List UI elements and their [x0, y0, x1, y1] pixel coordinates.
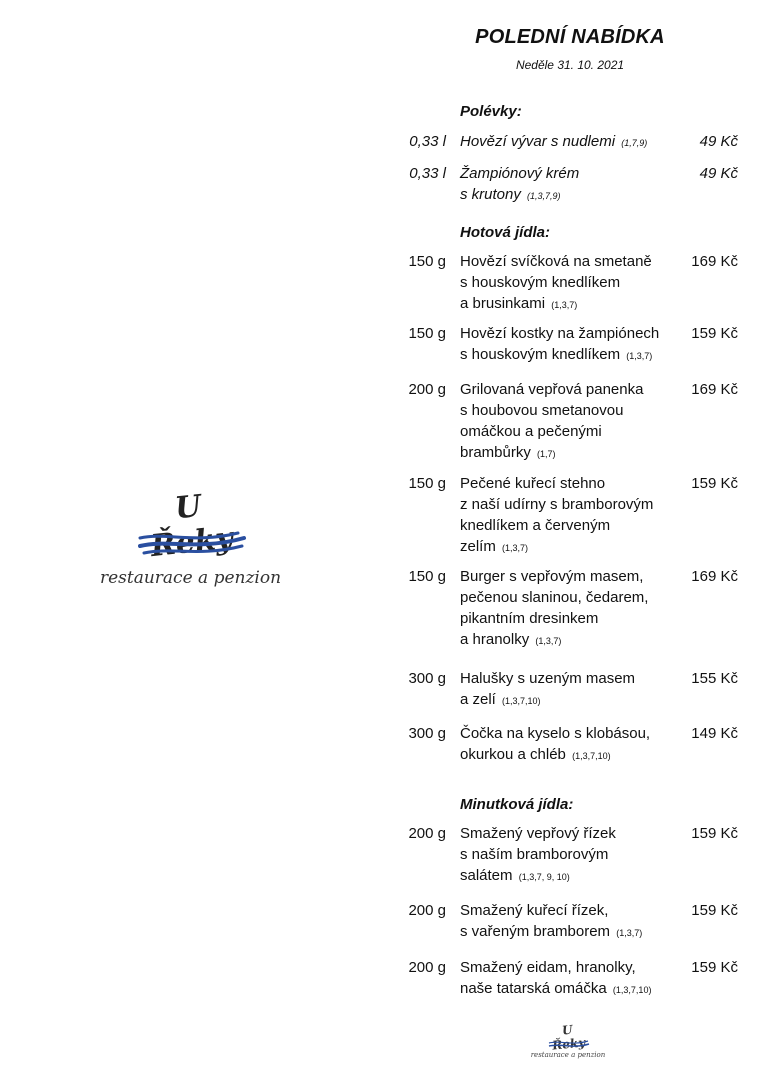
logo-brand-text: U Řeky: [149, 488, 235, 565]
logo-tagline: restaurace a penzion: [99, 568, 282, 588]
item-quantity: 150 g: [408, 475, 446, 492]
section-heading-soups: Polévky:: [460, 103, 522, 120]
item-name: Burger s vepřovým masem, pečenou slaninou, čedarem, pikantním dresinkem a hranolky (1,3,7): [460, 568, 649, 648]
item-name: Hovězí vývar s nudlemi (1,7,9): [460, 133, 648, 150]
item-allergens: (1,3,7,10): [612, 985, 652, 995]
footer-logo-tagline: restaurace a penzion: [530, 1051, 606, 1059]
item-name: Hovězí kostky na žampiónech s houskovým knedlíkem (1,3,7): [460, 325, 660, 363]
restaurant-logo: [88, 490, 293, 600]
item-quantity: 0,33 l: [409, 165, 446, 182]
item-quantity: 150 g: [408, 568, 446, 585]
item-name: Žampiónový krém s krutony (1,3,7,9): [460, 165, 580, 203]
item-quantity: 150 g: [408, 253, 446, 270]
item-price: 169 Kč: [691, 253, 738, 270]
item-allergens: (1,3,7, 9, 10): [518, 872, 570, 882]
item-allergens: (1,3,7): [616, 928, 643, 938]
item-price: 49 Kč: [699, 165, 738, 182]
item-price: 169 Kč: [691, 568, 738, 585]
item-price: 159 Kč: [691, 959, 738, 976]
section-heading-minute: Minutková jídla:: [460, 796, 574, 813]
item-quantity: 0,33 l: [409, 133, 446, 150]
item-allergens: (1,7): [537, 449, 556, 459]
item-quantity: 200 g: [408, 959, 446, 976]
item-quantity: 150 g: [408, 325, 446, 342]
item-name: Halušky s uzeným masem a zelí (1,3,7,10): [460, 670, 636, 708]
item-price: 149 Kč: [691, 725, 738, 742]
item-name: Pečené kuřecí stehno z naší udírny s bramborovým knedlíkem a červeným zelím (1,3,7): [460, 475, 654, 555]
item-quantity: 200 g: [408, 381, 446, 398]
item-price: 159 Kč: [691, 325, 738, 342]
wave-icon: [138, 530, 248, 560]
footer-logo-brand-text: U Řeky: [551, 1022, 586, 1053]
item-name: Grilovaná vepřová panenka s houbovou smetanovou omáčkou a pečenými brambůrky (1,7): [460, 381, 644, 461]
item-price: 159 Kč: [691, 475, 738, 492]
item-allergens: (1,3,7,9): [527, 191, 561, 201]
item-allergens: (1,3,7,10): [572, 751, 611, 761]
item-name: Smažený kuřecí řízek, s vařeným bramborem (1,3,7): [460, 902, 643, 940]
item-name: Čočka na kyselo s klobásou, okurkou a chléb (1,3,7,10): [460, 725, 651, 763]
item-name: Smažený eidam, hranolky, naše tatarská omáčka (1,3,7,10): [460, 959, 652, 997]
item-price: 159 Kč: [691, 902, 738, 919]
section-heading-mains: Hotová jídla:: [460, 224, 551, 241]
item-quantity: 300 g: [408, 670, 446, 687]
item-quantity: 200 g: [408, 825, 446, 842]
footer-logo: [528, 1023, 608, 1067]
item-price: 49 Kč: [699, 133, 738, 150]
wave-icon: [548, 1040, 590, 1050]
item-allergens: (1,3,7): [626, 351, 653, 361]
item-allergens: (1,3,7,10): [502, 696, 541, 706]
item-quantity: 200 g: [408, 902, 446, 919]
item-name: Hovězí svíčková na smetaně s houskovým knedlíkem a brusinkami (1,3,7): [460, 253, 652, 312]
item-allergens: (1,7,9): [621, 138, 648, 148]
item-price: 159 Kč: [691, 825, 738, 842]
item-allergens: (1,3,7): [502, 543, 529, 553]
item-price: 155 Kč: [691, 670, 738, 687]
item-allergens: (1,3,7): [551, 300, 578, 310]
item-allergens: (1,3,7): [535, 636, 562, 646]
menu-date: Neděle 31. 10. 2021: [515, 58, 625, 72]
item-quantity: 300 g: [408, 725, 446, 742]
menu-title: POLEDNÍ NABÍDKA: [475, 26, 665, 48]
item-name: Smažený vepřový řízek s naším bramborovým salátem (1,3,7, 9, 10): [460, 825, 616, 884]
item-price: 169 Kč: [691, 381, 738, 398]
